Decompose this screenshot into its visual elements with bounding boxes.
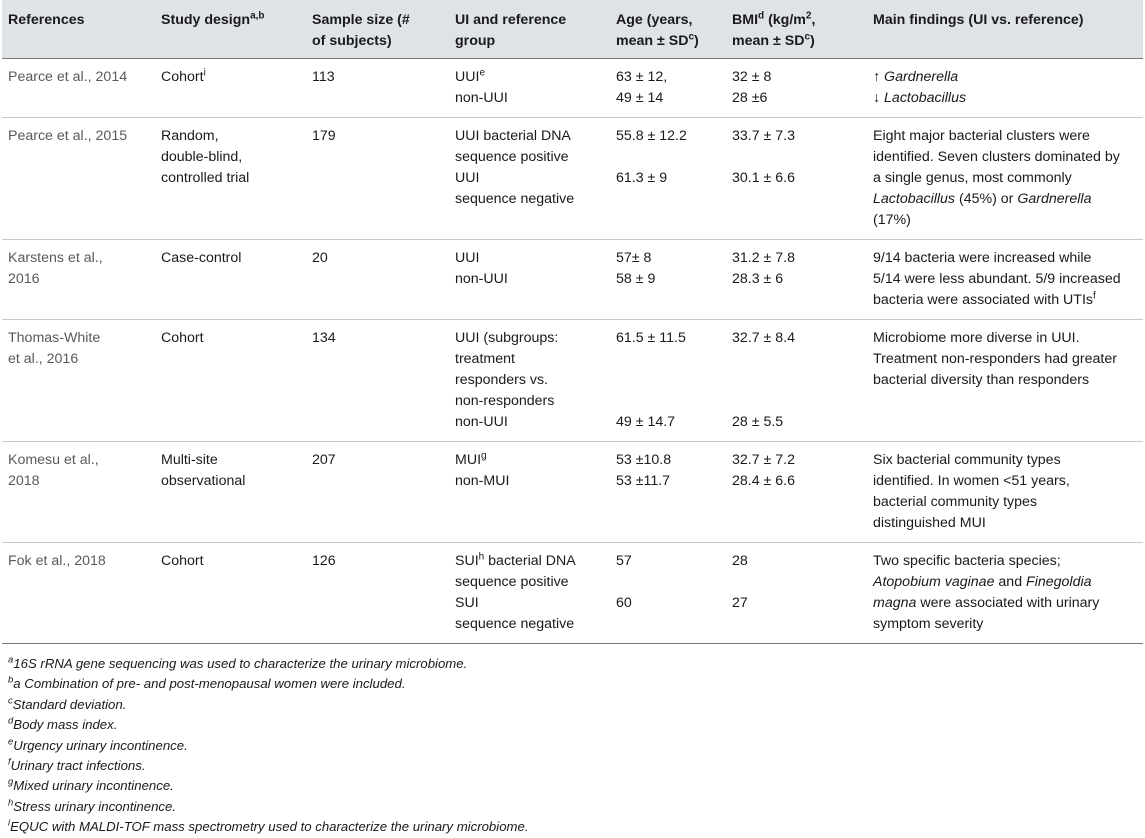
table-row [2, 442, 1143, 543]
table-row [2, 543, 1143, 644]
age-cell: 53 ±10.8 53 ±11.7 [610, 442, 726, 543]
bmi-cell: 32 ± 8 28 ±6 [726, 59, 867, 118]
group-cell: UUI bacterial DNA sequence positive UUI sequence negative [449, 118, 610, 240]
findings-cell: Two specific bacteria species; Atopobium vaginae and Finegoldia magna were associated with urinary symptom severity [867, 543, 1143, 644]
bmi-cell: 32.7 ± 7.2 28.4 ± 6.6 [726, 442, 867, 543]
reference-cell[interactable]: Pearce et al., 2014 [2, 59, 155, 118]
reference-cell[interactable]: Pearce et al., 2015 [2, 118, 155, 240]
design-cell: Cohort$^i$ [155, 59, 306, 118]
footnote: $^g$Mixed urinary incontinence. [8, 777, 174, 794]
footnote: $^i$EQUC with MALDI-TOF mass spectrometry used to characterize the urinary microbiome. [8, 817, 529, 835]
header-bmi: BMI$^d$ ($kg/m^2$, mean ± $SD^c$) [726, 0, 867, 59]
group-cell: UUI$^e$ non-UUI [449, 59, 610, 118]
table-row [2, 240, 1143, 320]
header-study-design: Study design$^{a,b}$ [155, 0, 306, 59]
bmi-cell: 31.2 ± 7.8 28.3 ± 6 [726, 240, 867, 320]
findings-cell: 9/14 bacteria were increased while 5/14 were less abundant. 5/9 increased bacteria were associated with UTIs$^f$ [867, 240, 1143, 320]
sample-size-cell: 113 [306, 59, 449, 118]
reference-cell[interactable]: Karstens et al., 2016 [2, 240, 155, 320]
study-table [2, 0, 1143, 644]
bmi-cell: 32.7 ± 8.4 28 ± 5.5 [726, 320, 867, 442]
age-cell: 61.5 ± 11.5 49 ± 14.7 [610, 320, 726, 442]
age-cell: 57 60 [610, 543, 726, 644]
footnote: $^e$Urgency urinary incontinence. [8, 736, 188, 753]
group-cell: SUI$^h$ bacterial DNA sequence positive SUI sequence negative [449, 543, 610, 644]
footnote: $^f$Urinary tract infections. [8, 756, 146, 774]
header-sample-size: Sample size (# of subjects) [306, 0, 449, 59]
reference-cell[interactable]: Komesu et al., 2018 [2, 442, 155, 543]
footnote: $^h$Stress urinary incontinence. [8, 797, 177, 814]
reference-cell[interactable]: Thomas-White et al., 2016 [2, 320, 155, 442]
group-cell: MUI$^g$ non-MUI [449, 442, 610, 543]
footnote: $^b$a Combination of pre- and post-menopausal women were included. [8, 675, 406, 692]
table-header-row [2, 0, 1143, 59]
footnote: $^a$16S rRNA gene sequencing was used to characterize the urinary microbiome. [8, 654, 468, 671]
design-cell: Random, double-blind, controlled trial [155, 118, 306, 240]
table-row [2, 320, 1143, 442]
findings-cell: ↑ Gardnerella ↓ Lactobacillus [867, 59, 1143, 118]
bmi-cell: 28 27 [726, 543, 867, 644]
header-group: UI and reference group [449, 0, 610, 59]
age-cell: 63 ± 12, 49 ± 14 [610, 59, 726, 118]
age-cell: 57± 8 58 ± 9 [610, 240, 726, 320]
footnote: $^d$Body mass index. [8, 715, 118, 733]
design-cell: Cohort [155, 543, 306, 644]
header-main-findings: Main findings (UI vs. reference) [867, 0, 1143, 59]
header-references: References [2, 0, 155, 59]
sample-size-cell: 126 [306, 543, 449, 644]
group-cell: UUI (subgroups: treatment responders vs. non-responders non-UUI [449, 320, 610, 442]
sample-size-cell: 20 [306, 240, 449, 320]
footnote: $^c$Standard deviation. [8, 695, 127, 712]
findings-cell: Eight major bacterial clusters were identified. Seven clusters dominated by a single genus, most commonly Lactobacillus (45%) or Gardnerella (17%) [867, 118, 1143, 240]
design-cell: Case-control [155, 240, 306, 320]
table-row [2, 118, 1143, 240]
sample-size-cell: 207 [306, 442, 449, 543]
design-cell: Cohort [155, 320, 306, 442]
footnotes [8, 654, 1145, 838]
bmi-cell: 33.7 ± 7.3 30.1 ± 6.6 [726, 118, 867, 240]
reference-cell[interactable]: Fok et al., 2018 [2, 543, 155, 644]
table-row [2, 59, 1143, 118]
sample-size-cell: 179 [306, 118, 449, 240]
age-cell: 55.8 ± 12.2 61.3 ± 9 [610, 118, 726, 240]
header-age: Age (years, mean ± $SD^c$) [610, 0, 726, 59]
sample-size-cell: 134 [306, 320, 449, 442]
design-cell: Multi-site observational [155, 442, 306, 543]
findings-cell: Microbiome more diverse in UUI. Treatment non-responders had greater bacterial diversity than responders [867, 320, 1143, 442]
findings-cell: Six bacterial community types identified. In women <51 years, bacterial community types distinguished MUI [867, 442, 1143, 543]
group-cell: UUI non-UUI [449, 240, 610, 320]
